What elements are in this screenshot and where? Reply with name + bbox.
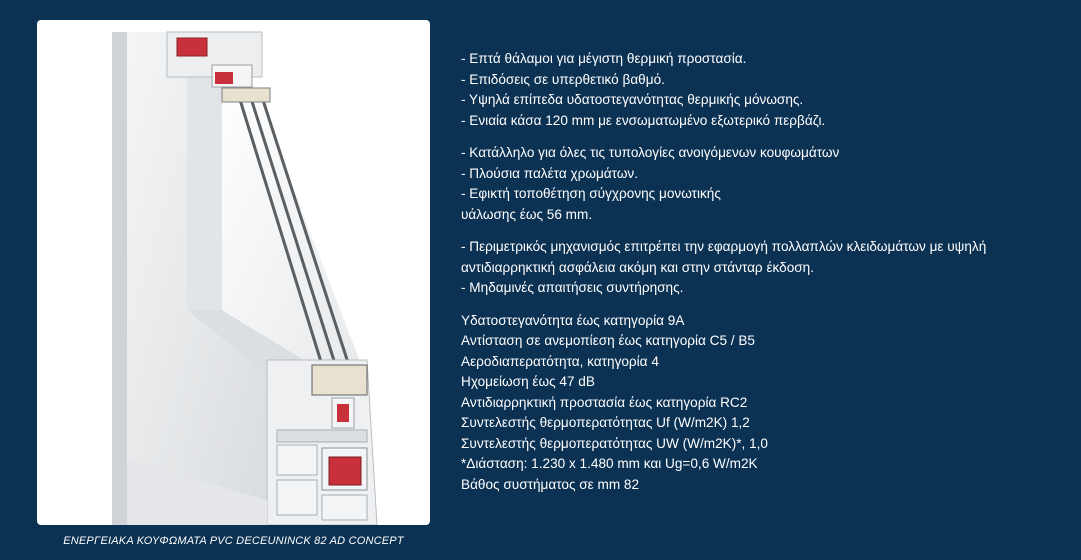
spec-line: Ηχομείωση έως 47 dB bbox=[461, 374, 595, 389]
feature-line: - Επιδόσεις σε υπερθετικό βαθμό. bbox=[461, 71, 665, 87]
feature-line: - Πλούσια παλέτα χρωμάτων. bbox=[461, 165, 639, 181]
feature-line: - Υψηλά επίπεδα υδατοστεγανότητας θερμικής μόνωσης. bbox=[461, 92, 804, 107]
feature-line: - Ενιαία κάσα 120 mm με ενσωματωμένο εξωτερικό περβάζι. bbox=[461, 112, 826, 128]
spec-line: Βάθος συστήματος σε mm 82 bbox=[461, 476, 640, 492]
spec-list bbox=[461, 311, 1061, 496]
spec-line: Συντελεστής θερμοπερατότητας UW (W/m2K)*, 1,0 bbox=[461, 435, 768, 451]
spec-line: Υδατοστεγανότητα έως κατηγορία 9A bbox=[461, 312, 685, 328]
feature-line: αντιδιαρρηκτική ασφάλεια ακόμη και στην στάνταρ έκδοση. bbox=[461, 259, 814, 275]
product-description bbox=[461, 49, 1061, 507]
feature-line: υάλωσης έως 56 mm. bbox=[461, 206, 593, 222]
spec-line: Αντίσταση σε ανεμοπίεση έως κατηγορία C5 / B5 bbox=[461, 333, 755, 348]
spec-line: Αντιδιαρρηκτική προστασία έως κατηγορία RC2 bbox=[461, 394, 748, 410]
feature-group-3 bbox=[461, 237, 1061, 299]
feature-line: - Κατάλληλο για όλες τις τυπολογίες ανοιγόμενων κουφωμάτων bbox=[461, 145, 840, 160]
feature-line: - Επτά θάλαμοι για μέγιστη θερμική προστασία. bbox=[461, 51, 747, 66]
feature-line: - Μηδαμινές απαιτήσεις συντήρησης. bbox=[461, 280, 684, 295]
spec-line: Συντελεστής θερμοπερατότητας Uf (W/m2K) 1,2 bbox=[461, 415, 750, 430]
product-caption: ΕΝΕΡΓΕΙΑΚΑ ΚΟΥΦΩΜΑΤΑ PVC DECEUNINCK 82 AD CONCEPT bbox=[63, 535, 404, 547]
product-image-card bbox=[37, 20, 430, 525]
feature-line: - Εφικτή τοποθέτηση σύγχρονης μονωτικής bbox=[461, 186, 721, 201]
spec-line: Αεροδιαπερατότητα, κατηγορία 4 bbox=[461, 353, 659, 369]
feature-group-2 bbox=[461, 143, 1061, 225]
feature-group-1 bbox=[461, 49, 1061, 131]
feature-line: - Περιμετρικός μηχανισμός επιτρέπει την εφαρμογή πολλαπλών κλειδωμάτων με υψηλή bbox=[461, 239, 987, 254]
window-profile-illustration bbox=[37, 20, 430, 525]
spec-line: *Διάσταση: 1.230 x 1.480 mm και Ug=0,6 W/m2K bbox=[461, 456, 758, 471]
